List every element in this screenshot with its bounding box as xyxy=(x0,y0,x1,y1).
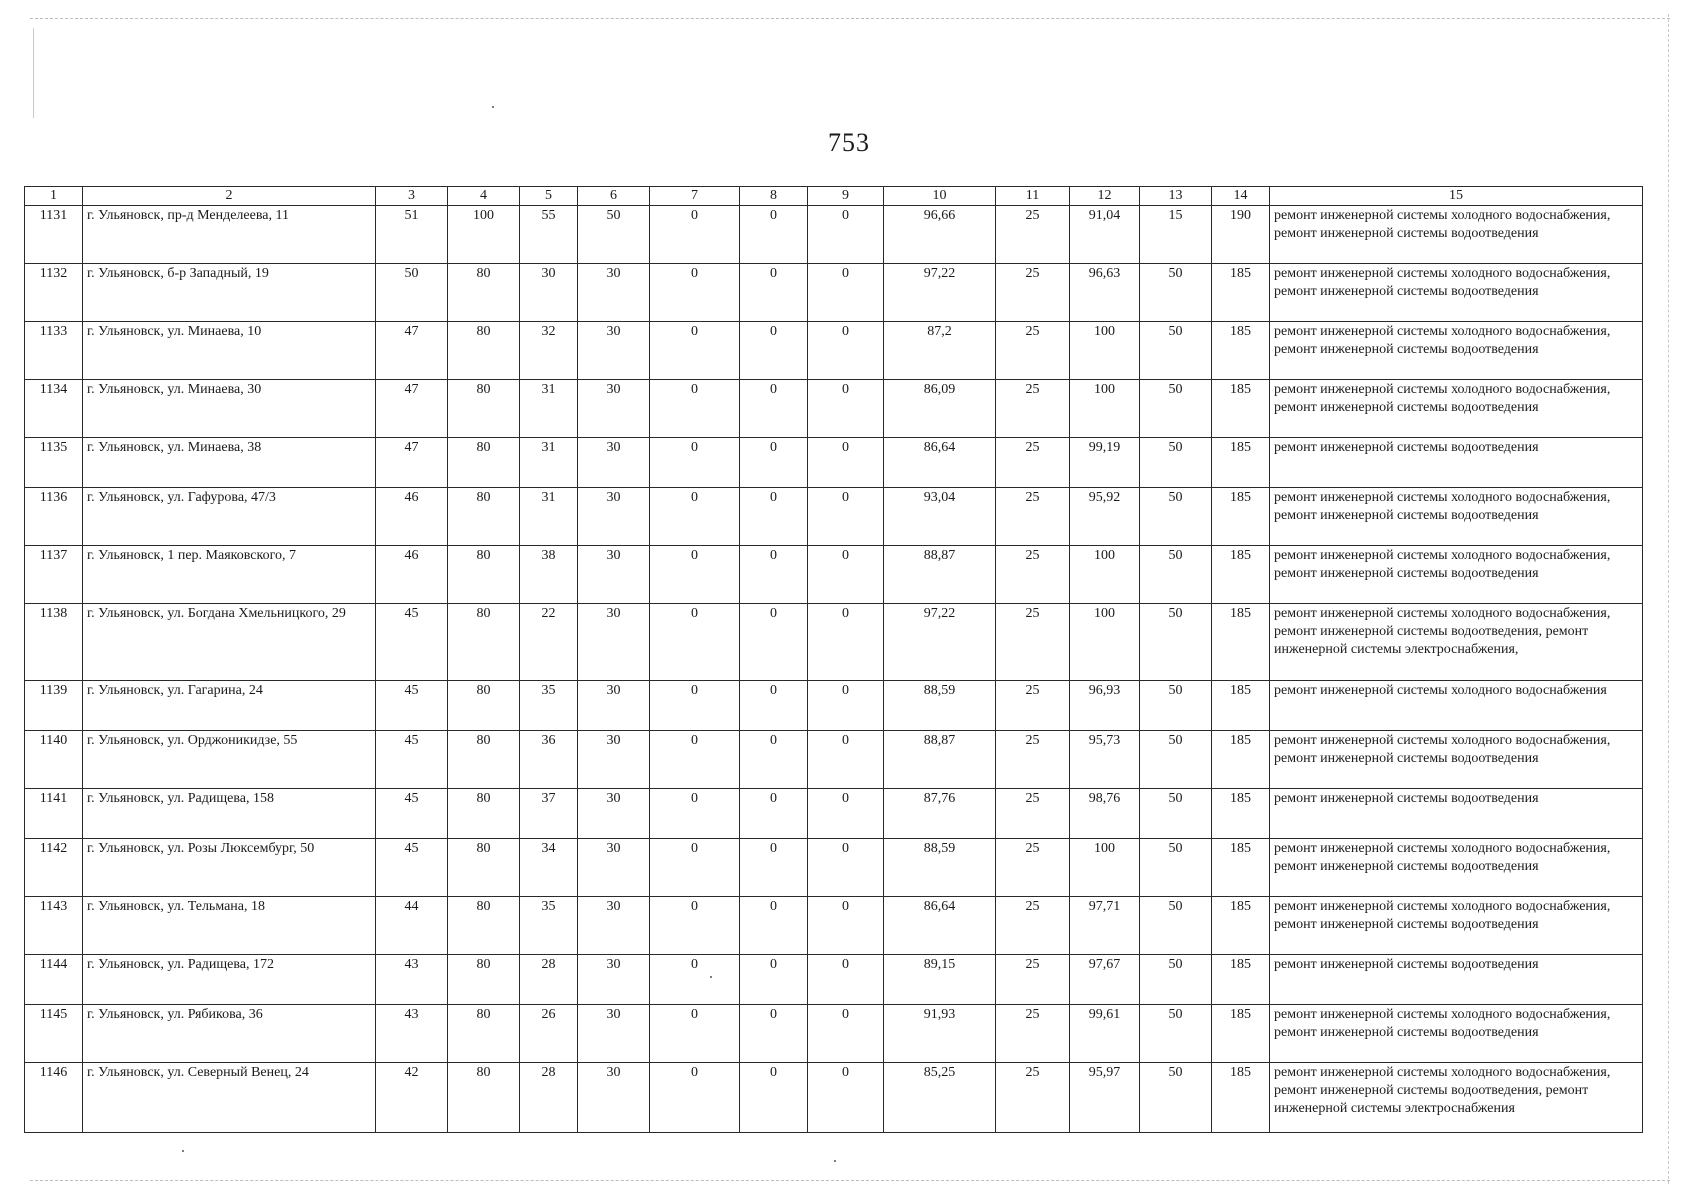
row-number: 1140 xyxy=(25,731,83,789)
scan-border-right xyxy=(1668,14,1669,1184)
scan-border-top xyxy=(30,18,1670,19)
col-5: 31 xyxy=(520,380,578,438)
table-row xyxy=(25,839,1643,897)
col-6: 30 xyxy=(578,1005,650,1063)
col-9: 0 xyxy=(808,1005,884,1063)
col-4: 80 xyxy=(448,955,520,1005)
col-12: 100 xyxy=(1070,322,1140,380)
address: г. Ульяновск, ул. Радищева, 158 xyxy=(83,789,376,839)
col-11: 25 xyxy=(996,322,1070,380)
col-3: 47 xyxy=(376,438,448,488)
col-6: 30 xyxy=(578,438,650,488)
col-11: 25 xyxy=(996,681,1070,731)
col-14: 185 xyxy=(1212,731,1270,789)
col-4: 80 xyxy=(448,789,520,839)
col-5: 38 xyxy=(520,546,578,604)
table-row xyxy=(25,604,1643,681)
col-6: 30 xyxy=(578,897,650,955)
col-14: 185 xyxy=(1212,438,1270,488)
col-9: 0 xyxy=(808,438,884,488)
column-header-9: 9 xyxy=(808,187,884,206)
col-3: 46 xyxy=(376,488,448,546)
col-9: 0 xyxy=(808,897,884,955)
col-11: 25 xyxy=(996,206,1070,264)
col-3: 47 xyxy=(376,322,448,380)
works-description: ремонт инженерной системы холодного водоснабжения xyxy=(1270,681,1643,731)
column-header-6: 6 xyxy=(578,187,650,206)
table-row xyxy=(25,322,1643,380)
col-5: 35 xyxy=(520,681,578,731)
col-12: 100 xyxy=(1070,546,1140,604)
col-8: 0 xyxy=(740,604,808,681)
header-row xyxy=(25,187,1643,206)
column-header-3: 3 xyxy=(376,187,448,206)
row-number: 1133 xyxy=(25,322,83,380)
col-3: 50 xyxy=(376,264,448,322)
page-number: 753 xyxy=(828,128,870,157)
table-row xyxy=(25,789,1643,839)
col-13: 50 xyxy=(1140,604,1212,681)
col-5: 37 xyxy=(520,789,578,839)
address: г. Ульяновск, ул. Гафурова, 47/3 xyxy=(83,488,376,546)
col-7: 0 xyxy=(650,380,740,438)
col-8: 0 xyxy=(740,206,808,264)
col-7: 0 xyxy=(650,839,740,897)
scan-speck xyxy=(492,106,494,108)
works-description: ремонт инженерной системы холодного водоснабжения, ремонт инженерной системы водоотведения xyxy=(1270,897,1643,955)
col-8: 0 xyxy=(740,897,808,955)
col-7: 0 xyxy=(650,731,740,789)
col-9: 0 xyxy=(808,839,884,897)
col-6: 30 xyxy=(578,681,650,731)
col-4: 80 xyxy=(448,1063,520,1133)
row-number: 1139 xyxy=(25,681,83,731)
col-11: 25 xyxy=(996,955,1070,1005)
column-header-15: 15 xyxy=(1270,187,1643,206)
table-row xyxy=(25,546,1643,604)
col-8: 0 xyxy=(740,839,808,897)
table-row xyxy=(25,955,1643,1005)
col-13: 50 xyxy=(1140,955,1212,1005)
row-number: 1143 xyxy=(25,897,83,955)
col-7: 0 xyxy=(650,206,740,264)
col-4: 80 xyxy=(448,546,520,604)
column-header-11: 11 xyxy=(996,187,1070,206)
table-row xyxy=(25,1005,1643,1063)
col-3: 45 xyxy=(376,839,448,897)
col-3: 43 xyxy=(376,1005,448,1063)
col-14: 190 xyxy=(1212,206,1270,264)
column-header-14: 14 xyxy=(1212,187,1270,206)
col-9: 0 xyxy=(808,955,884,1005)
col-10: 97,22 xyxy=(884,604,996,681)
col-9: 0 xyxy=(808,1063,884,1133)
col-3: 43 xyxy=(376,955,448,1005)
col-13: 50 xyxy=(1140,1005,1212,1063)
table-row xyxy=(25,206,1643,264)
col-11: 25 xyxy=(996,488,1070,546)
col-10: 93,04 xyxy=(884,488,996,546)
col-14: 185 xyxy=(1212,264,1270,322)
address: г. Ульяновск, ул. Минаева, 30 xyxy=(83,380,376,438)
col-10: 86,09 xyxy=(884,380,996,438)
column-header-13: 13 xyxy=(1140,187,1212,206)
col-10: 85,25 xyxy=(884,1063,996,1133)
col-4: 80 xyxy=(448,322,520,380)
table-row xyxy=(25,380,1643,438)
col-12: 91,04 xyxy=(1070,206,1140,264)
col-12: 97,67 xyxy=(1070,955,1140,1005)
col-6: 30 xyxy=(578,546,650,604)
col-4: 80 xyxy=(448,264,520,322)
col-11: 25 xyxy=(996,1005,1070,1063)
works-description: ремонт инженерной системы холодного водоснабжения, ремонт инженерной системы водоотведения, ремонт инженерной системы электроснабжения, xyxy=(1270,604,1643,681)
col-11: 25 xyxy=(996,264,1070,322)
scan-speck xyxy=(834,1160,836,1162)
col-6: 30 xyxy=(578,380,650,438)
col-9: 0 xyxy=(808,264,884,322)
table-row xyxy=(25,264,1643,322)
column-header-4: 4 xyxy=(448,187,520,206)
address: г. Ульяновск, 1 пер. Маяковского, 7 xyxy=(83,546,376,604)
col-14: 185 xyxy=(1212,839,1270,897)
col-8: 0 xyxy=(740,681,808,731)
col-12: 95,92 xyxy=(1070,488,1140,546)
column-header-8: 8 xyxy=(740,187,808,206)
col-10: 87,76 xyxy=(884,789,996,839)
col-8: 0 xyxy=(740,731,808,789)
col-9: 0 xyxy=(808,789,884,839)
col-13: 50 xyxy=(1140,681,1212,731)
column-header-10: 10 xyxy=(884,187,996,206)
col-8: 0 xyxy=(740,1063,808,1133)
works-description: ремонт инженерной системы холодного водоснабжения, ремонт инженерной системы водоотведения xyxy=(1270,380,1643,438)
col-12: 99,19 xyxy=(1070,438,1140,488)
table-row xyxy=(25,1063,1643,1133)
col-9: 0 xyxy=(808,380,884,438)
col-13: 50 xyxy=(1140,897,1212,955)
scan-border-left xyxy=(33,28,34,118)
col-10: 96,66 xyxy=(884,206,996,264)
col-13: 50 xyxy=(1140,438,1212,488)
row-number: 1131 xyxy=(25,206,83,264)
col-11: 25 xyxy=(996,897,1070,955)
col-13: 50 xyxy=(1140,731,1212,789)
col-7: 0 xyxy=(650,681,740,731)
row-number: 1135 xyxy=(25,438,83,488)
col-5: 22 xyxy=(520,604,578,681)
works-description: ремонт инженерной системы водоотведения xyxy=(1270,438,1643,488)
col-4: 80 xyxy=(448,488,520,546)
row-number: 1141 xyxy=(25,789,83,839)
col-3: 44 xyxy=(376,897,448,955)
col-13: 50 xyxy=(1140,264,1212,322)
col-6: 30 xyxy=(578,322,650,380)
col-14: 185 xyxy=(1212,488,1270,546)
table-row xyxy=(25,681,1643,731)
col-5: 55 xyxy=(520,206,578,264)
address: г. Ульяновск, ул. Орджоникидзе, 55 xyxy=(83,731,376,789)
col-7: 0 xyxy=(650,897,740,955)
col-6: 30 xyxy=(578,264,650,322)
col-10: 97,22 xyxy=(884,264,996,322)
col-14: 185 xyxy=(1212,604,1270,681)
col-9: 0 xyxy=(808,488,884,546)
col-9: 0 xyxy=(808,731,884,789)
col-12: 100 xyxy=(1070,604,1140,681)
row-number: 1132 xyxy=(25,264,83,322)
col-14: 185 xyxy=(1212,897,1270,955)
row-number: 1138 xyxy=(25,604,83,681)
col-13: 50 xyxy=(1140,789,1212,839)
scan-border-bottom xyxy=(30,1180,1670,1181)
col-13: 50 xyxy=(1140,1063,1212,1133)
col-7: 0 xyxy=(650,955,740,1005)
col-8: 0 xyxy=(740,322,808,380)
col-12: 97,71 xyxy=(1070,897,1140,955)
col-6: 50 xyxy=(578,206,650,264)
col-13: 50 xyxy=(1140,839,1212,897)
col-11: 25 xyxy=(996,789,1070,839)
col-7: 0 xyxy=(650,546,740,604)
works-description: ремонт инженерной системы холодного водоснабжения, ремонт инженерной системы водоотведения xyxy=(1270,488,1643,546)
col-10: 87,2 xyxy=(884,322,996,380)
col-14: 185 xyxy=(1212,380,1270,438)
col-7: 0 xyxy=(650,1005,740,1063)
col-14: 185 xyxy=(1212,789,1270,839)
column-header-1: 1 xyxy=(25,187,83,206)
col-10: 86,64 xyxy=(884,438,996,488)
col-13: 50 xyxy=(1140,546,1212,604)
address: г. Ульяновск, ул. Тельмана, 18 xyxy=(83,897,376,955)
col-8: 0 xyxy=(740,789,808,839)
address: г. Ульяновск, ул. Гагарина, 24 xyxy=(83,681,376,731)
col-4: 100 xyxy=(448,206,520,264)
col-3: 45 xyxy=(376,681,448,731)
col-6: 30 xyxy=(578,839,650,897)
col-11: 25 xyxy=(996,604,1070,681)
row-number: 1137 xyxy=(25,546,83,604)
col-11: 25 xyxy=(996,731,1070,789)
col-8: 0 xyxy=(740,438,808,488)
col-9: 0 xyxy=(808,546,884,604)
col-12: 100 xyxy=(1070,380,1140,438)
column-header-2: 2 xyxy=(83,187,376,206)
table-row xyxy=(25,488,1643,546)
col-6: 30 xyxy=(578,1063,650,1133)
col-12: 98,76 xyxy=(1070,789,1140,839)
col-8: 0 xyxy=(740,955,808,1005)
col-10: 88,87 xyxy=(884,546,996,604)
col-12: 96,93 xyxy=(1070,681,1140,731)
col-5: 28 xyxy=(520,955,578,1005)
col-5: 31 xyxy=(520,438,578,488)
works-description: ремонт инженерной системы холодного водоснабжения, ремонт инженерной системы водоотведения, ремонт инженерной системы электроснабжения xyxy=(1270,1063,1643,1133)
works-description: ремонт инженерной системы холодного водоснабжения, ремонт инженерной системы водоотведения xyxy=(1270,546,1643,604)
col-11: 25 xyxy=(996,1063,1070,1133)
col-12: 100 xyxy=(1070,839,1140,897)
col-3: 45 xyxy=(376,604,448,681)
address: г. Ульяновск, пр-д Менделеева, 11 xyxy=(83,206,376,264)
works-description: ремонт инженерной системы холодного водоснабжения, ремонт инженерной системы водоотведения xyxy=(1270,206,1643,264)
col-5: 28 xyxy=(520,1063,578,1133)
col-10: 88,59 xyxy=(884,681,996,731)
col-3: 42 xyxy=(376,1063,448,1133)
col-4: 80 xyxy=(448,604,520,681)
col-4: 80 xyxy=(448,731,520,789)
col-11: 25 xyxy=(996,546,1070,604)
col-8: 0 xyxy=(740,1005,808,1063)
col-6: 30 xyxy=(578,604,650,681)
col-7: 0 xyxy=(650,264,740,322)
col-10: 86,64 xyxy=(884,897,996,955)
col-6: 30 xyxy=(578,488,650,546)
col-7: 0 xyxy=(650,604,740,681)
col-13: 50 xyxy=(1140,380,1212,438)
col-8: 0 xyxy=(740,264,808,322)
col-12: 99,61 xyxy=(1070,1005,1140,1063)
works-description: ремонт инженерной системы холодного водоснабжения, ремонт инженерной системы водоотведения xyxy=(1270,731,1643,789)
col-5: 34 xyxy=(520,839,578,897)
scan-speck xyxy=(182,1150,184,1152)
column-header-5: 5 xyxy=(520,187,578,206)
col-6: 30 xyxy=(578,731,650,789)
col-5: 31 xyxy=(520,488,578,546)
col-5: 26 xyxy=(520,1005,578,1063)
col-14: 185 xyxy=(1212,322,1270,380)
address: г. Ульяновск, б-р Западный, 19 xyxy=(83,264,376,322)
address: г. Ульяновск, ул. Рябикова, 36 xyxy=(83,1005,376,1063)
col-4: 80 xyxy=(448,681,520,731)
works-description: ремонт инженерной системы холодного водоснабжения, ремонт инженерной системы водоотведения xyxy=(1270,322,1643,380)
row-number: 1136 xyxy=(25,488,83,546)
col-10: 91,93 xyxy=(884,1005,996,1063)
col-7: 0 xyxy=(650,322,740,380)
col-5: 35 xyxy=(520,897,578,955)
col-3: 45 xyxy=(376,789,448,839)
works-description: ремонт инженерной системы холодного водоснабжения, ремонт инженерной системы водоотведения xyxy=(1270,839,1643,897)
col-4: 80 xyxy=(448,897,520,955)
col-11: 25 xyxy=(996,380,1070,438)
table-row xyxy=(25,438,1643,488)
row-number: 1134 xyxy=(25,380,83,438)
col-4: 80 xyxy=(448,380,520,438)
col-5: 30 xyxy=(520,264,578,322)
table-row xyxy=(25,897,1643,955)
col-8: 0 xyxy=(740,546,808,604)
col-12: 96,63 xyxy=(1070,264,1140,322)
col-10: 88,87 xyxy=(884,731,996,789)
col-11: 25 xyxy=(996,438,1070,488)
col-14: 185 xyxy=(1212,1063,1270,1133)
col-14: 185 xyxy=(1212,546,1270,604)
col-4: 80 xyxy=(448,438,520,488)
col-3: 46 xyxy=(376,546,448,604)
repair-table xyxy=(24,186,1643,1133)
col-7: 0 xyxy=(650,438,740,488)
col-8: 0 xyxy=(740,380,808,438)
col-9: 0 xyxy=(808,604,884,681)
row-number: 1146 xyxy=(25,1063,83,1133)
column-header-12: 12 xyxy=(1070,187,1140,206)
col-12: 95,97 xyxy=(1070,1063,1140,1133)
address: г. Ульяновск, ул. Розы Люксембург, 50 xyxy=(83,839,376,897)
address: г. Ульяновск, ул. Северный Венец, 24 xyxy=(83,1063,376,1133)
col-13: 50 xyxy=(1140,322,1212,380)
col-3: 47 xyxy=(376,380,448,438)
col-9: 0 xyxy=(808,322,884,380)
col-4: 80 xyxy=(448,839,520,897)
col-10: 88,59 xyxy=(884,839,996,897)
col-9: 0 xyxy=(808,681,884,731)
works-description: ремонт инженерной системы холодного водоснабжения, ремонт инженерной системы водоотведения xyxy=(1270,264,1643,322)
row-number: 1144 xyxy=(25,955,83,1005)
col-12: 95,73 xyxy=(1070,731,1140,789)
col-6: 30 xyxy=(578,955,650,1005)
col-14: 185 xyxy=(1212,955,1270,1005)
address: г. Ульяновск, ул. Минаева, 38 xyxy=(83,438,376,488)
col-10: 89,15 xyxy=(884,955,996,1005)
col-11: 25 xyxy=(996,839,1070,897)
address: г. Ульяновск, ул. Минаева, 10 xyxy=(83,322,376,380)
col-13: 15 xyxy=(1140,206,1212,264)
row-number: 1142 xyxy=(25,839,83,897)
works-description: ремонт инженерной системы холодного водоснабжения, ремонт инженерной системы водоотведения xyxy=(1270,1005,1643,1063)
address: г. Ульяновск, ул. Богдана Хмельницкого, 29 xyxy=(83,604,376,681)
column-header-7: 7 xyxy=(650,187,740,206)
works-description: ремонт инженерной системы водоотведения xyxy=(1270,789,1643,839)
row-number: 1145 xyxy=(25,1005,83,1063)
col-7: 0 xyxy=(650,789,740,839)
col-5: 36 xyxy=(520,731,578,789)
col-3: 45 xyxy=(376,731,448,789)
col-13: 50 xyxy=(1140,488,1212,546)
col-7: 0 xyxy=(650,488,740,546)
col-9: 0 xyxy=(808,206,884,264)
address: г. Ульяновск, ул. Радищева, 172 xyxy=(83,955,376,1005)
col-4: 80 xyxy=(448,1005,520,1063)
col-3: 51 xyxy=(376,206,448,264)
col-6: 30 xyxy=(578,789,650,839)
table-row xyxy=(25,731,1643,789)
col-14: 185 xyxy=(1212,681,1270,731)
col-8: 0 xyxy=(740,488,808,546)
col-14: 185 xyxy=(1212,1005,1270,1063)
col-5: 32 xyxy=(520,322,578,380)
works-description: ремонт инженерной системы водоотведения xyxy=(1270,955,1643,1005)
col-7: 0 xyxy=(650,1063,740,1133)
